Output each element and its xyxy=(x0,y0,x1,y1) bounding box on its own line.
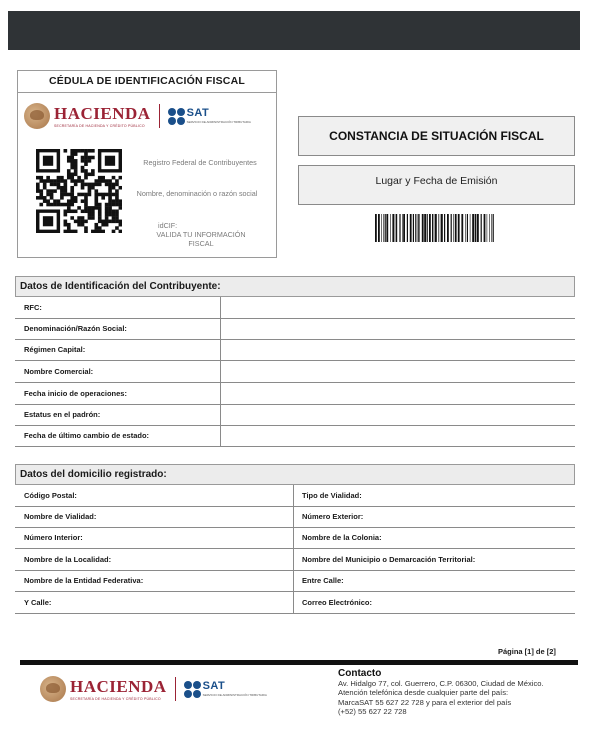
coat-of-arms-icon xyxy=(24,103,50,129)
footer-hacienda-logo: HACIENDA xyxy=(70,676,167,696)
ident-label: Denominación/Razón Social: xyxy=(15,318,221,339)
logo-divider xyxy=(159,104,160,128)
domicilio-row xyxy=(15,549,575,571)
contact-title: Contacto xyxy=(338,668,382,679)
ident-row xyxy=(15,361,575,383)
domicilio-label-left: Nombre de la Entidad Federativa: xyxy=(15,570,294,591)
footer-logo-divider xyxy=(175,677,176,701)
contact-line: (+52) 55 627 22 728 xyxy=(338,707,407,717)
hacienda-subtitle: SECRETARÍA DE HACIENDA Y CRÉDITO PÚBLICO xyxy=(54,123,145,128)
page-indicator: Página [1] de [2] xyxy=(498,647,556,656)
name-label: Nombre, denominación o razón social xyxy=(136,189,258,198)
footer-rule xyxy=(20,660,578,665)
domicilio-heading: Datos del domicilio registrado: xyxy=(15,464,575,485)
domicilio-label-right: Correo Electrónico: xyxy=(302,598,373,607)
ident-label: Fecha de último cambio de estado: xyxy=(15,425,221,446)
contact-line: MarcaSAT 55 627 22 728 y para el exterior del país xyxy=(338,697,512,707)
idcif-label: idCIF: xyxy=(158,221,178,230)
ident-label: Estatus en el padrón: xyxy=(15,404,221,425)
domicilio-row xyxy=(15,527,575,549)
domicilio-label-right: Nombre de la Colonia: xyxy=(302,533,382,542)
constancia-title: CONSTANCIA DE SITUACIÓN FISCAL xyxy=(298,116,575,156)
card-logos xyxy=(24,99,270,133)
domicilio-label-right: Entre Calle: xyxy=(302,576,344,585)
domicilio-label-left: Número Interior: xyxy=(15,527,294,548)
domicilio-label-left: Código Postal: xyxy=(15,485,294,506)
domicilio-row xyxy=(15,570,575,592)
footer-sat-logo: SAT xyxy=(202,680,226,692)
footer-hacienda-subtitle: SECRETARÍA DE HACIENDA Y CRÉDITO PÚBLICO xyxy=(70,696,161,701)
footer-coat-of-arms-icon xyxy=(40,676,66,702)
ident-label: RFC: xyxy=(15,297,221,318)
contact-block xyxy=(338,668,583,717)
ident-label: Fecha inicio de operaciones: xyxy=(15,383,221,404)
domicilio-label-right: Tipo de Vialidad: xyxy=(302,491,362,500)
rfc-label: Registro Federal de Contribuyentes xyxy=(143,158,257,167)
ident-row xyxy=(15,404,575,426)
ident-label: Nombre Comercial: xyxy=(15,361,221,382)
footer-sat-subtitle: SERVICIO DE ADMINISTRACIÓN TRIBUTARIA xyxy=(202,693,267,697)
ident-row xyxy=(15,383,575,405)
hacienda-logo: HACIENDA xyxy=(54,103,151,123)
qr-code xyxy=(36,149,122,233)
top-bar xyxy=(8,11,580,50)
domicilio-row xyxy=(15,506,575,528)
ident-label: Régimen Capital: xyxy=(15,339,221,360)
validate-label: VALIDA TU INFORMACIÓN FISCAL xyxy=(156,230,246,248)
ident-row xyxy=(15,318,575,340)
ident-row xyxy=(15,297,575,319)
contact-line: Atención telefónica desde cualquier parte del país: xyxy=(338,688,509,698)
footer-sat-icon xyxy=(184,681,201,698)
domicilio-row xyxy=(15,592,575,614)
domicilio-label-left: Y Calle: xyxy=(15,592,294,613)
ident-row xyxy=(15,339,575,361)
contact-line: Av. Hidalgo 77, col. Guerrero, C.P. 06300, Ciudad de México. xyxy=(338,679,544,688)
sat-subtitle: SERVICIO DE ADMINISTRACIÓN TRIBUTARIA xyxy=(186,120,251,124)
domicilio-row xyxy=(15,485,575,507)
ident-row xyxy=(15,425,575,447)
domicilio-label-right: Número Exterior: xyxy=(302,512,364,521)
card-title: CÉDULA DE IDENTIFICACIÓN FISCAL xyxy=(18,71,276,93)
domicilio-label-left: Nombre de Vialidad: xyxy=(15,506,294,527)
lugar-fecha-box: Lugar y Fecha de Emisión xyxy=(298,165,575,205)
sat-icon xyxy=(168,108,185,125)
domicilio-label-left: Nombre de la Localidad: xyxy=(15,549,294,570)
sat-logo: SAT xyxy=(186,107,210,119)
domicilio-label-right: Nombre del Municipio o Demarcación Territorial: xyxy=(302,555,476,564)
ident-heading: Datos de Identificación del Contribuyente: xyxy=(15,276,575,297)
barcode xyxy=(375,214,496,242)
footer-logos xyxy=(40,674,267,704)
id-card xyxy=(17,70,277,258)
